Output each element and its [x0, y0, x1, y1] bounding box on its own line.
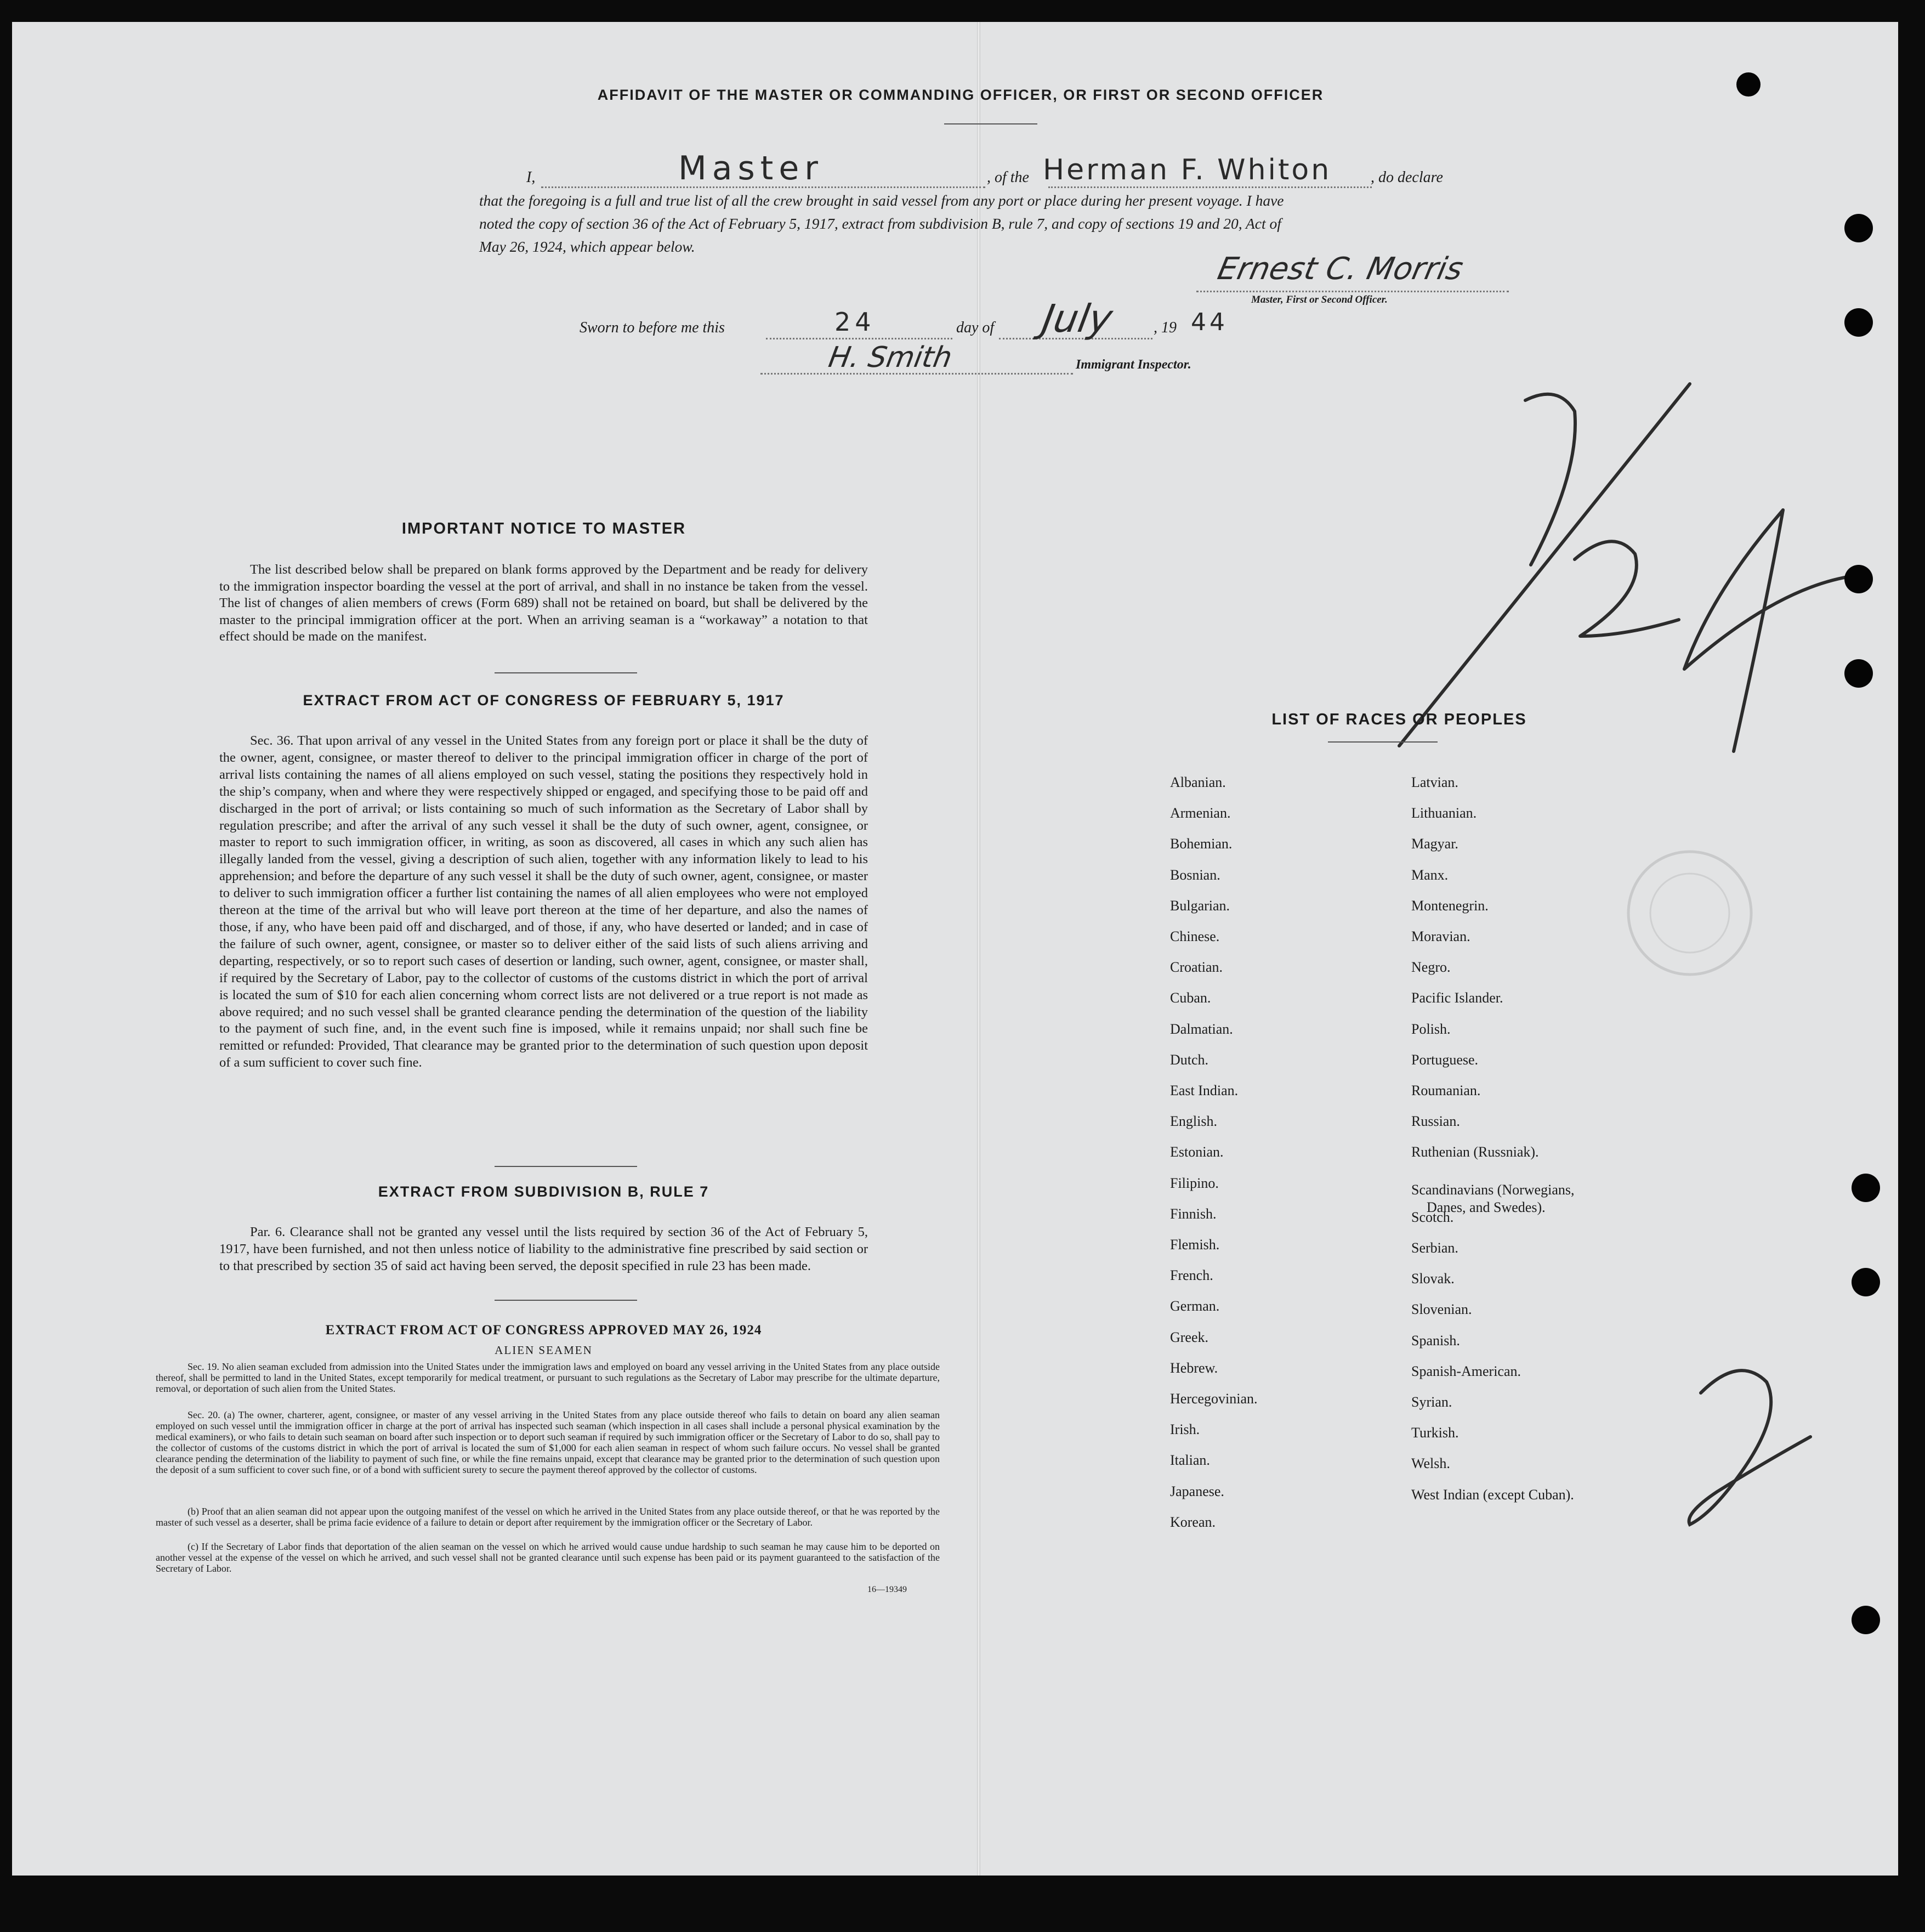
race-item: Manx.: [1411, 866, 1449, 883]
race-item: Korean.: [1170, 1514, 1216, 1530]
race-item: Hebrew.: [1170, 1359, 1218, 1376]
race-item: Bohemian.: [1170, 836, 1233, 852]
race-item: Welsh.: [1411, 1455, 1450, 1472]
day-handwritten: 24: [834, 307, 876, 337]
punch-hole: [1844, 308, 1873, 337]
races-title: LIST OF RACES OR PEOPLES: [1271, 711, 1527, 728]
extract-1924-subtitle: ALIEN SEAMEN: [495, 1344, 593, 1357]
race-item: Albanian.: [1170, 774, 1226, 790]
race-item: Polish.: [1411, 1021, 1451, 1037]
race-item: Armenian.: [1170, 805, 1231, 821]
race-item: Filipino.: [1170, 1175, 1219, 1191]
race-item: Negro.: [1411, 959, 1451, 976]
month-handwritten: July: [1038, 296, 1116, 341]
form-number: 16—19349: [867, 1585, 907, 1594]
sworn-label: Sworn to before me this: [580, 319, 725, 336]
digit-7-stroke: [1525, 394, 1575, 565]
races-rule: [1328, 741, 1438, 743]
race-item: Bosnian.: [1170, 866, 1220, 883]
slash-stroke: [1399, 384, 1690, 746]
signature-line: [1196, 291, 1509, 292]
extract-rule7-rule: [495, 1300, 637, 1301]
large-date-annotation: [1328, 362, 1854, 834]
race-item: Finnish.: [1170, 1205, 1217, 1222]
vessel-line: [1048, 186, 1372, 188]
affidavit-text-3: May 26, 1924, which appear below.: [479, 238, 695, 255]
title-rule: [944, 123, 1037, 124]
race-item: Hercegovinian.: [1170, 1391, 1258, 1407]
race-item: Montenegrin.: [1411, 897, 1489, 914]
race-item: West Indian (except Cuban).: [1411, 1486, 1574, 1503]
inspector-caption: Immigrant Inspector.: [1076, 358, 1191, 372]
race-item: Irish.: [1170, 1421, 1200, 1438]
faint-seal-stamp: [1619, 845, 1761, 982]
race-item: Scotch.: [1411, 1209, 1454, 1225]
inspector-handwritten: H. Smith: [826, 341, 955, 374]
race-item: French.: [1170, 1267, 1213, 1284]
page-fold: [977, 22, 980, 1876]
race-item: Serbian.: [1411, 1240, 1458, 1256]
affidavit-title: AFFIDAVIT OF THE MASTER OR COMMANDING OFFICER, OR FIRST OR SECOND OFFICER: [597, 87, 1324, 103]
race-item: Syrian.: [1411, 1394, 1452, 1410]
of-the-label: , of the: [987, 169, 1029, 186]
punch-hole: [1844, 214, 1873, 242]
digit-4-stem: [1734, 510, 1783, 751]
race-item: Turkish.: [1411, 1425, 1459, 1441]
race-item: Bulgarian.: [1170, 897, 1230, 914]
race-item: Slovak.: [1411, 1271, 1455, 1287]
race-item: Roumanian.: [1411, 1083, 1481, 1098]
digit-2-large: [1689, 1370, 1810, 1525]
affidavit-text-1: that the foregoing is a full and true list of all the crew brought in said vessel from any port or place during her present voyage. I have: [479, 192, 1284, 209]
punch-hole: [1844, 659, 1873, 688]
race-item: Chinese.: [1170, 928, 1220, 944]
document-page: [12, 22, 1898, 1876]
race-item: Flemish.: [1170, 1237, 1220, 1253]
race-item: Japanese.: [1170, 1483, 1224, 1499]
extract-1917-title: EXTRACT FROM ACT OF CONGRESS OF FEBRUARY 5, 1917: [303, 692, 785, 709]
notice-title: IMPORTANT NOTICE TO MASTER: [401, 520, 686, 537]
extract-1924-sec20c: (c) If the Secretary of Labor finds that deportation of the alien seaman on the vessel on which he arrived would cause undue hardship to such seaman he may cause him to be deported on another vessel at the expense of the vessel on which he arrived, and such vessel shall not be granted clearance until such expense has been paid or its payment guaranteed to the satisfaction of the Secretary of Labor.: [156, 1541, 940, 1574]
race-item: Lithuanian.: [1411, 805, 1477, 821]
race-item: Pacific Islander.: [1411, 990, 1503, 1006]
race-item: Scandinavians (Norwegians,: [1411, 1181, 1575, 1198]
digit-2-stroke: [1575, 541, 1679, 636]
race-item: Ruthenian (Russniak).: [1411, 1144, 1539, 1160]
race-item: Danes, and Swedes).: [1427, 1199, 1546, 1215]
punch-hole: [1852, 1174, 1880, 1202]
race-item: Italian.: [1170, 1452, 1210, 1469]
day-line: [766, 338, 952, 339]
punch-hole: [1852, 1268, 1880, 1296]
extract-1924-title: EXTRACT FROM ACT OF CONGRESS APPROVED MAY 26, 1924: [325, 1323, 762, 1338]
extract-1924-sec20a: Sec. 20. (a) The owner, charterer, agent, consignee, or master of any vessel arriving in the United States from any place outside thereof who fails to detain on board any alien seaman employed on such vessel until the immigration officer in charge at the port of arrival has inspected such seaman (which inspection in all cases shall include a personal physical examination by the medical examiners), or who fails to detain such seaman on board after such inspection or to deport such seaman if required by such immigration officer or the Secretary of Labor to do so, shall pay to the collector of customs of the customs district in which the port of arrival is located the sum of $1,000 for each alien seaman in respect of whom such failure occurs. No vessel shall be granted clearance pending the determination of the liability to payment of such fine, or while the fine remains unpaid, except that clearance may be granted prior to the determination of such question upon the deposit of a sum sufficient to cover such fine, or of a bond with sufficient surety to secure the payment thereof approved by the collector of customs.: [156, 1409, 940, 1475]
race-item: Estonian.: [1170, 1144, 1224, 1160]
do-declare-label: , do declare: [1371, 169, 1443, 186]
race-item: Spanish-American.: [1411, 1363, 1521, 1379]
race-item: Cuban.: [1170, 990, 1211, 1006]
notice-body: The list described below shall be prepared on blank forms approved by the Department and be ready for delivery to the immigration inspector boarding the vessel at the port of arrival, and shall in no instance be taken from the vessel. The list of changes of alien members of crews (Form 689) shall not be retained on board, but shall be delivered by the master to the principal immigration officer at the port. When an arriving seaman is a “workaway” a notation to that effect should be made on the manifest.: [219, 562, 868, 644]
punch-hole: [1736, 72, 1761, 97]
signature-handwritten: Ernest C. Morris: [1214, 251, 1467, 287]
signature-caption: Master, First or Second Officer.: [1251, 294, 1388, 305]
day-of-label: day of: [956, 319, 995, 336]
extract-1924-sec20b: (b) Proof that an alien seaman did not appear upon the outgoing manifest of the vessel on which he arrived in the United States from any place outside thereof, or that he was reported by the master of such vessel as a deserter, shall be prima facie evidence of a failure to detain or deport after requirement by the immigration officer or the Secretary of Labor.: [156, 1506, 940, 1528]
extract-rule7-title: EXTRACT FROM SUBDIVISION B, RULE 7: [378, 1183, 709, 1200]
year-handwritten: 44: [1191, 308, 1228, 336]
race-item: Greek.: [1170, 1329, 1209, 1345]
extract-1924-sec19: Sec. 19. No alien seaman excluded from admission into the United States under the immigration laws and employed on board any vessel arriving in the United States from any place outside thereof, shall be permitted to land in the United States, except temporarily for medical treatment, or pursuant to such regulations as the Secretary of Labor may prescribe for the ultimate departure, removal, or deportation of such alien from the United States.: [156, 1361, 940, 1394]
race-item: Croatian.: [1170, 959, 1223, 976]
race-item: Dalmatian.: [1170, 1021, 1233, 1037]
name-handwritten: Master: [678, 149, 824, 188]
race-item: Moravian.: [1411, 928, 1470, 944]
extract-rule7-body: Par. 6. Clearance shall not be granted any vessel until the lists required by section 36 of the Act of February 5, 1917, have been furnished, and not then unless notice of liability to the administrative fine prescribed by said section or to that prescribed by section 35 of said act having been served, the deposit specified in rule 23 has been made.: [219, 1225, 868, 1273]
vessel-handwritten: Herman F. Whiton: [1043, 154, 1332, 186]
year-prefix: , 19: [1154, 319, 1177, 336]
race-item: Russian.: [1411, 1113, 1460, 1130]
race-item: Latvian.: [1411, 774, 1458, 790]
extract-1917-body: Sec. 36. That upon arrival of any vessel in the United States from any foreign port or place it shall be the duty of the owner, agent, consignee, or master thereof to deliver to the principal immigration officer in charge of the port of arrival lists containing the names of all aliens employed on such vessel, stating the positions they respectively hold in the ship’s company, when and where they were respectively shipped or engaged, and specifying those to be paid off and discharged in the port of arrival; or lists containing so much of such information as the Secretary of Labor shall by regulation prescribe; and after the arrival of any such vessel it shall be the duty of such owner, agent, consignee, or master to report to such immigration officer, in writing, as soon as discovered, all cases in which any such alien has illegally landed from the vessel, giving a description of such alien, together with any information likely to lead to his apprehension; and before the departure of any such vessel it shall be the duty of such owner, agent, consignee, or master to deliver to such immigration officer a further list containing the names of all alien employees who were not employed thereon at the time of the arrival but who will leave port thereon at the time of her departure, and also the names of those, if any, who have been paid off and discharged, and of those, if any, who have deserted or landed; and in case of the failure of such owner, agent, consignee, or master so to deliver either of the said lists of such aliens arriving and departing, respectively, or so to report such cases of desertion or landing, such owner, agent, consignee, or master shall, if required by the Secretary of Labor, pay to the collector of customs of the customs district in which the port of arrival is located the sum of $10 for each alien concerning whom correct lists are not delivered or a true report is not made as above required; and no such vessel shall be granted clearance pending the determination of the question of the liability to the payment of such fine, and, in the event such fine is imposed, while it remains unpaid; nor shall such fine be remitted or refunded: Provided, That clearance may be granted prior to the determination of such question upon deposit of a sum sufficient to cover such fine.: [219, 733, 868, 1070]
punch-hole: [1844, 565, 1873, 593]
race-item: Portuguese.: [1411, 1051, 1479, 1068]
extract-1917-rule: [495, 1166, 637, 1167]
race-item: East Indian.: [1170, 1083, 1239, 1098]
affidavit-text-2: noted the copy of section 36 of the Act of February 5, 1917, extract from subdivision B, rule 7, and copy of sections 19 and 20, Act of: [479, 215, 1281, 232]
page-number-annotation: [1668, 1349, 1832, 1536]
race-item: English.: [1170, 1113, 1217, 1130]
punch-hole: [1852, 1606, 1880, 1634]
notice-rule: [495, 672, 637, 673]
race-item: Spanish.: [1411, 1332, 1460, 1349]
race-item: German.: [1170, 1298, 1220, 1315]
race-item: Magyar.: [1411, 836, 1458, 852]
race-item: Dutch.: [1170, 1051, 1209, 1068]
affidavit-i-label: I,: [526, 169, 536, 186]
race-item: Slovenian.: [1411, 1301, 1472, 1318]
